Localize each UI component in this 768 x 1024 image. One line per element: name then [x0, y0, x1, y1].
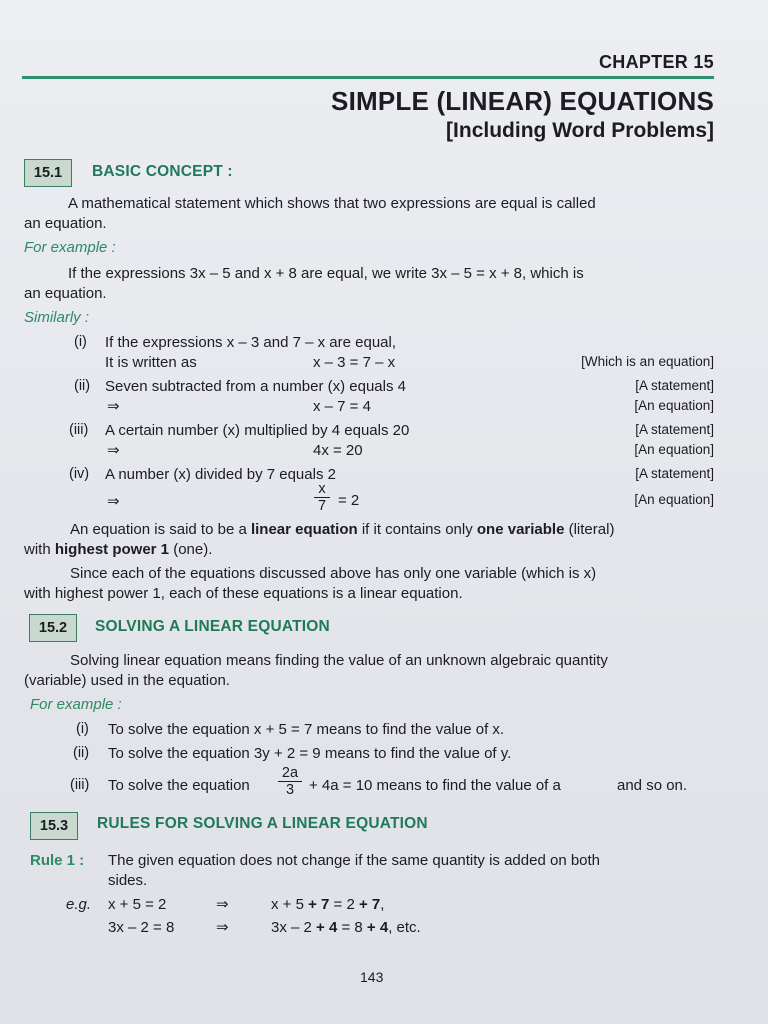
page-number: 143: [360, 969, 384, 985]
fraction-denominator: 7: [317, 498, 327, 514]
text-run: = 2: [329, 896, 359, 913]
item-number: (ii): [74, 378, 91, 394]
rule-text-line2: sides.: [108, 872, 148, 889]
section-number-15-2: 15.2: [29, 614, 77, 642]
fraction-numerator: x: [318, 481, 326, 497]
bold-term: + 4: [366, 919, 389, 936]
item-note: [A statement]: [635, 378, 714, 393]
bold-term: + 4: [316, 919, 338, 936]
chapter-subtitle: [Including Word Problems]: [446, 119, 714, 142]
text-run: if it contains only: [357, 521, 477, 538]
fraction-numerator: 2a: [281, 765, 299, 781]
item-note: [An equation]: [634, 492, 714, 507]
bold-term-highest-power: highest power 1: [54, 541, 170, 558]
item-equation: 4x = 20: [313, 442, 363, 459]
item-text: If the expressions x – 3 and 7 – x are equal,: [105, 334, 397, 351]
bold-term-one-variable: one variable: [476, 521, 565, 538]
fraction-denominator: 3: [285, 782, 295, 798]
item-note: [An equation]: [634, 398, 714, 413]
item-note: [A statement]: [635, 466, 714, 481]
implies-arrow: ⇒: [216, 896, 229, 913]
text-run: ,: [380, 896, 385, 913]
text-run: 3x – 2: [271, 919, 317, 936]
item-text: A certain number (x) multiplied by 4 equals 20: [105, 422, 410, 439]
item-number: (i): [74, 334, 87, 350]
fraction-2a-over-3: [278, 765, 302, 798]
section-title-basic-concept: BASIC CONCEPT :: [92, 163, 233, 180]
item-text: Seven subtracted from a number (x) equals 4: [105, 378, 406, 395]
chapter-divider: [22, 76, 714, 79]
item-text: To solve the equation: [108, 777, 250, 794]
eg-label: e.g.: [66, 896, 92, 913]
rule-text-line1: The given equation does not change if the same quantity is added on both: [108, 852, 601, 869]
item-text: To solve the equation 3y + 2 = 9 means to find the value of y.: [108, 745, 512, 762]
chapter-label: CHAPTER 15: [598, 52, 714, 72]
example-lhs: x + 5 = 2: [108, 896, 167, 913]
example-rhs: [271, 918, 421, 938]
bold-term-linear-equation: linear equation: [250, 521, 358, 538]
for-example-heading: For example :: [24, 239, 116, 256]
item-number: (ii): [73, 745, 90, 761]
text-run: x + 5: [271, 896, 309, 913]
text-run: An equation is said to be a: [70, 521, 251, 538]
linear-definition-line2: [24, 540, 212, 560]
paragraph-solving-line2: (variable) used in the equation.: [24, 672, 230, 689]
chapter-title: SIMPLE (LINEAR) EQUATIONS: [331, 86, 714, 116]
paragraph-solving-line1: Solving linear equation means finding the value of an unknown algebraic quantity: [70, 652, 608, 669]
linear-definition-line1: [70, 520, 614, 540]
item-text: and so on.: [617, 777, 688, 794]
fraction-x-over-7: [314, 481, 330, 514]
item-note: [A statement]: [635, 422, 714, 437]
paragraph-example-line1: If the expressions 3x – 5 and x + 8 are equal, we write 3x – 5 = x + 8, which is: [68, 265, 584, 282]
paragraph-summary-line2: with highest power 1, each of these equations is a linear equation.: [24, 585, 463, 602]
item-note: [An equation]: [634, 442, 714, 457]
item-number: (i): [76, 721, 89, 737]
item-note: [Which is an equation]: [581, 354, 714, 369]
item-equation: x – 3 = 7 – x: [313, 354, 396, 371]
item-number: (iv): [69, 466, 90, 482]
paragraph-definition-line1: A mathematical statement which shows that two expressions are equal is called: [68, 195, 596, 212]
bold-term: + 7: [359, 896, 381, 913]
text-run: = 8: [337, 919, 367, 936]
item-equation: = 2: [338, 492, 360, 509]
rule-label: Rule 1 :: [30, 852, 85, 869]
bold-term: + 7: [308, 896, 330, 913]
implies-arrow: ⇒: [107, 493, 120, 510]
item-text: + 4a = 10 means to find the value of a: [309, 777, 561, 794]
item-text: A number (x) divided by 7 equals 2: [105, 466, 336, 483]
item-text: It is written as: [105, 354, 197, 371]
paragraph-definition-line2: an equation.: [24, 215, 107, 232]
text-run: (one).: [169, 541, 213, 558]
item-text: To solve the equation x + 5 = 7 means to find the value of x.: [108, 721, 505, 738]
paragraph-example-line2: an equation.: [24, 285, 107, 302]
section-title-solving: SOLVING A LINEAR EQUATION: [95, 618, 330, 635]
example-lhs: 3x – 2 = 8: [108, 919, 175, 936]
text-run: , etc.: [388, 919, 421, 936]
text-run: with: [24, 541, 55, 558]
section-title-rules: RULES FOR SOLVING A LINEAR EQUATION: [97, 815, 428, 832]
paragraph-summary-line1: Since each of the equations discussed above has only one variable (which is x): [70, 565, 597, 582]
implies-arrow: ⇒: [216, 919, 229, 936]
section-number-15-3: 15.3: [30, 812, 78, 840]
item-equation: x – 7 = 4: [313, 398, 371, 415]
text-run: (literal): [564, 521, 615, 538]
implies-arrow: ⇒: [107, 442, 120, 459]
for-example-heading: For example :: [30, 696, 122, 713]
section-number-15-1: 15.1: [24, 159, 72, 187]
implies-arrow: ⇒: [107, 398, 120, 415]
example-rhs: [271, 895, 384, 915]
item-number: (iii): [69, 422, 89, 438]
similarly-heading: Similarly :: [24, 309, 90, 326]
item-number: (iii): [70, 777, 90, 793]
